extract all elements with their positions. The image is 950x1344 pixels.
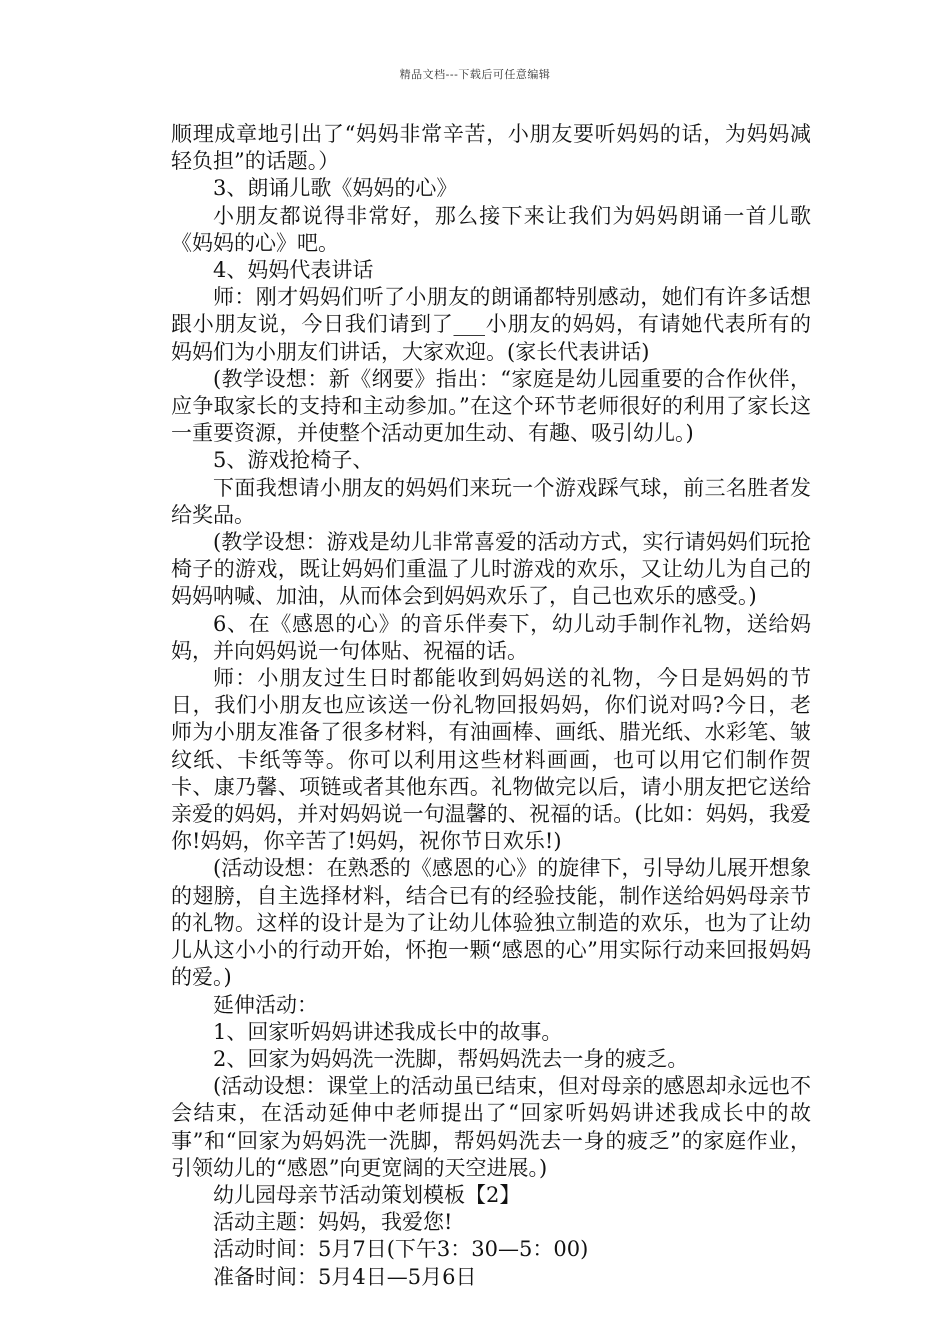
paragraph: 活动主题：妈妈，我爱您! [213,1210,453,1235]
page-header: 精品文档---下载后可任意编辑 [399,68,551,81]
paragraph: 小朋友都说得非常好，那么接下来让我们为妈妈朗诵一首儿歌《妈妈的心》吧。 [171,203,811,255]
paragraph: (活动设想：课堂上的活动虽已结束，但对母亲的感恩却永远也不会结束，在活动延伸中老师提出了“回家听妈妈讲述我成长中的故事”和“回家为妈妈洗一洗脚，帮妈妈洗去一身的疲乏”的家庭作业，引领幼儿的“感恩”向更宽阔的天空进展。) [171,1074,811,1180]
paragraph: 延伸活动： [213,992,318,1017]
paragraph: 2、回家为妈妈洗一洗脚，帮妈妈洗去一身的疲乏。 [213,1046,689,1071]
paragraph: 4、妈妈代表讲话 [213,258,374,283]
paragraph: 师：刚才妈妈们听了小朋友的朗诵都特别感动，她们有许多话想跟小朋友说，今日我们请到了___小朋友的妈妈，有请她代表所有的妈妈们为小朋友们讲话，大家欢迎。(家长代表讲话) [171,285,811,364]
paragraph: 顺理成章地引出了“妈妈非常辛苦，小朋友要听妈妈的话，为妈妈减轻负担”的话题。） [171,122,811,174]
paragraph: 活动时间：5月7日(下午3：30—5：00) [213,1237,589,1262]
paragraph: (教学设想：游戏是幼儿非常喜爱的活动方式，实行请妈妈们玩抢椅子的游戏，既让妈妈们重温了儿时游戏的欢乐，又让幼儿为自己的妈妈呐喊、加油，从而体会到妈妈欢乐了，自己也欢乐的感受。) [171,530,811,609]
document-body [171,121,811,1291]
paragraph: 5、游戏抢椅子、 [213,448,374,473]
paragraph: 下面我想请小朋友的妈妈们来玩一个游戏踩气球，前三名胜者发给奖品。 [171,475,811,527]
paragraph: 师：小朋友过生日时都能收到妈妈送的礼物，今日是妈妈的节日，我们小朋友也应该送一份礼物回报妈妈，你们说对吗?今日，老师为小朋友准备了很多材料，有油画棒、画纸、腊光纸、水彩笔、皱纹纸、卡纸等等。你可以利用这些材料画画，也可以用它们制作贺卡、康乃馨、项链或者其他东西。礼物做完以后，请小朋友把它送给亲爱的妈妈，并对妈妈说一句温馨的、祝福的话。(比如：妈妈，我爱你!妈妈，你辛苦了!妈妈，祝你节日欢乐!) [171,666,811,854]
paragraph: 6、在《感恩的心》的音乐伴奏下，幼儿动手制作礼物，送给妈妈，并向妈妈说一句体贴、祝福的话。 [171,611,811,663]
paragraph: 3、朗诵儿歌《妈妈的心》 [213,176,458,201]
paragraph: 幼儿园母亲节活动策划模板【2】 [213,1182,521,1207]
paragraph: (活动设想：在熟悉的《感恩的心》的旋律下，引导幼儿展开想象的翅膀，自主选择材料，结合已有的经验技能，制作送给妈妈母亲节的礼物。这样的设计是为了让幼儿体验独立制造的欢乐，也为了让幼儿从这小小的行动开始，怀抱一颗“感恩的心”用实际行动来回报妈妈的爱。) [171,856,811,990]
paragraph: (教学设想：新《纲要》指出：“家庭是幼儿园重要的合作伙伴，应争取家长的支持和主动参加。”在这个环节老师很好的利用了家长这一重要资源，并使整个活动更加生动、有趣、吸引幼儿。) [171,366,811,446]
paragraph: 准备时间：5月4日—5月6日 [213,1264,477,1289]
paragraph: 1、回家听妈妈讲述我成长中的故事。 [213,1019,563,1044]
